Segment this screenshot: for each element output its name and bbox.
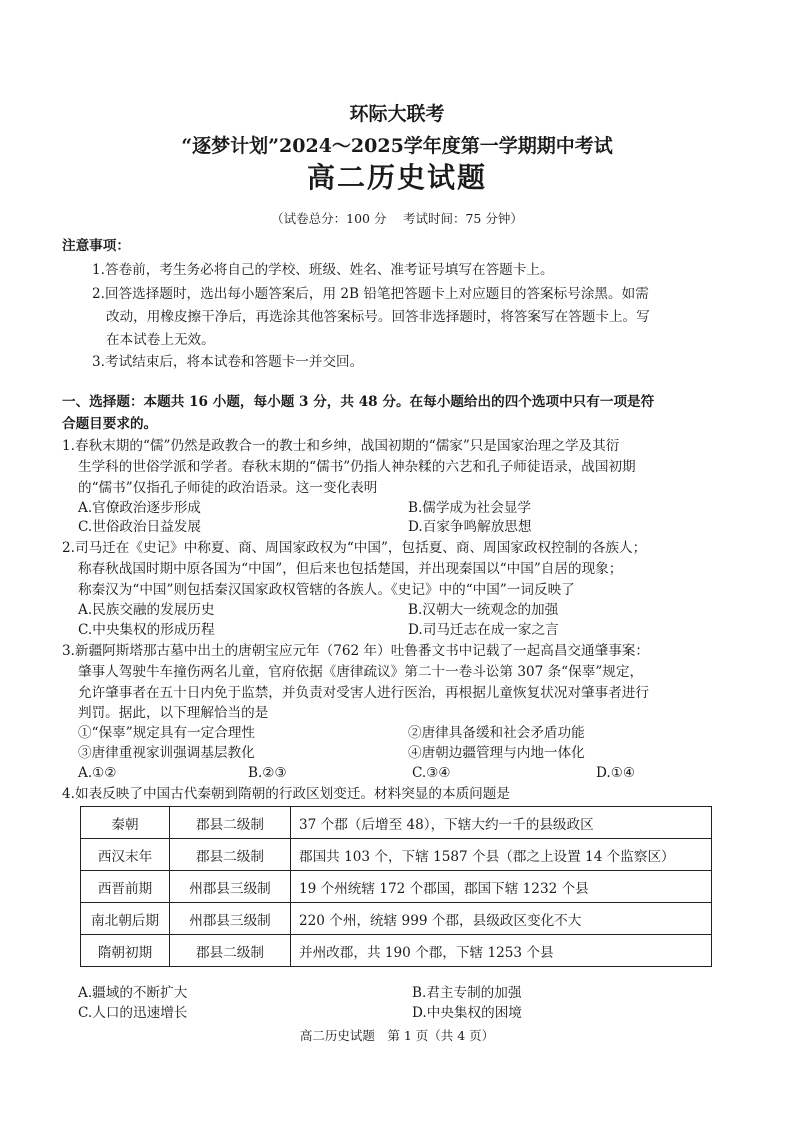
table-cell: 秦朝 (81, 807, 170, 839)
table-cell: 19 个州统辖 172 个郡国，郡国下辖 1232 个县 (291, 871, 712, 903)
table-row (81, 839, 712, 871)
table-cell: 郡县二级制 (170, 935, 291, 967)
question-stem: 2.司马迁在《史记》中称夏、商、周国家政权为“中国”，包括夏、商、周国家政权控制的各族人； (62, 540, 647, 556)
table-row (81, 903, 712, 935)
table-cell: 西晋前期 (81, 871, 170, 903)
page-footer: 高二历史试题 第 1 页（共 4 页） (299, 1028, 495, 1043)
note-line: 改动，用橡皮擦干净后，再选涂其他答案标号。回答非选择题时，将答案写在答题卡上。写 (106, 309, 650, 325)
option-a: A.官僚政治逐步形成 (78, 500, 201, 516)
option-a: A.民族交融的发展历史 (78, 602, 215, 618)
note-line: 2.回答选择题时，选出每小题答案后，用 2B 铅笔把答题卡上对应题目的答案标号涂黑。如需 (92, 286, 649, 302)
option-b: B.②③ (248, 765, 287, 781)
option-c: C.中央集权的形成历程 (78, 622, 215, 638)
question-stem: 生学科的世俗学派和学者。春秋末期的“儒书”仍指人神杂糅的六艺和孔子师徒语录，战国初期 (78, 459, 636, 475)
table-row (81, 935, 712, 967)
question-stem: 称春秋战国时期中原各国为“中国”，但后来也包括楚国，并出现秦国以“中国”自居的现象； (78, 561, 623, 577)
exam-info: （试卷总分：100 分 考试时间：75 分钟） (271, 211, 523, 226)
option-c: C.人口的迅速增长 (78, 1005, 188, 1021)
question-stem: 肇事人驾驶牛车撞伤两名儿童，官府依据《唐律疏议》第二十一卷斗讼第 307 条“保辜”规定， (78, 664, 644, 680)
option-b: B.儒学成为社会显学 (408, 500, 532, 516)
table-cell: 郡县二级制 (170, 807, 291, 839)
admin-division-table (80, 806, 712, 967)
question-stem: 3.新疆阿斯塔那古墓中出土的唐朝宝应元年（762 年）吐鲁番文书中记载了一起高昌交通肇事案： (62, 643, 649, 659)
option-d: D.①④ (596, 765, 636, 781)
statement: ②唐律具备缓和社会矛盾功能 (408, 725, 585, 741)
question-stem: 4.如表反映了中国古代秦朝到隋朝的行政区划变迁。材料突显的本质问题是 (62, 786, 510, 802)
question-stem: 判罚。据此，以下理解恰当的是 (78, 705, 269, 721)
statement: ④唐朝边疆管理与内地一体化 (408, 745, 585, 761)
statement: ③唐律重视家训强调基层教化 (78, 745, 255, 761)
table-cell: 郡县二级制 (170, 839, 291, 871)
organizer-title: 环际大联考 (349, 103, 445, 125)
table-cell: 郡国共 103 个，下辖 1587 个县（郡之上设置 14 个监察区） (291, 839, 712, 871)
table-row (81, 807, 712, 839)
option-a: A.疆域的不断扩大 (78, 985, 188, 1001)
question-stem: 称秦汉为“中国”则包括秦汉国家政权管辖的各族人。《史记》中的“中国”一词反映了 (78, 582, 575, 598)
statement: ①“保辜”规定具有一定合理性 (78, 725, 256, 741)
table-cell: 州郡县三级制 (170, 903, 291, 935)
option-b: B.君主专制的加强 (412, 985, 522, 1001)
option-c: C.世俗政治日益发展 (78, 519, 201, 535)
table-cell: 州郡县三级制 (170, 871, 291, 903)
question-stem: 允许肇事者在五十日内免于监禁，并负责对受害人进行医治，再根据儿童恢复状况对肇事者进行 (78, 685, 649, 701)
subject-title: 高二历史试题 (306, 161, 487, 194)
table-cell: 隋朝初期 (81, 935, 170, 967)
table-cell: 南北朝后期 (81, 903, 170, 935)
table-cell: 西汉末年 (81, 839, 170, 871)
option-c: C.③④ (412, 765, 451, 781)
question-stem: 1.春秋末期的“儒”仍然是政教合一的教士和乡绅，战国初期的“儒家”只是国家治理之学及其衍 (62, 438, 620, 454)
table-cell: 并州改郡，共 190 个郡，下辖 1253 个县 (291, 935, 712, 967)
section-line: 一、选择题：本题共 16 小题，每小题 3 分，共 48 分。在每小题给出的四个选项中只有一项是符 (62, 394, 655, 410)
option-d: D.司马迁志在成一家之言 (408, 622, 559, 638)
section-line: 合题目要求的。 (62, 416, 158, 432)
table-cell: 220 个州，统辖 999 个郡，县级政区变化不大 (291, 903, 712, 935)
option-d: D.中央集权的困境 (412, 1005, 522, 1021)
notes-title: 注意事项： (62, 238, 130, 254)
option-b: B.汉朝大一统观念的加强 (408, 602, 559, 618)
note-line: 3.考试结束后，将本试卷和答题卡一并交回。 (92, 354, 364, 370)
note-line: 在本试卷上无效。 (106, 332, 215, 348)
question-stem: 的“儒书”仅指孔子师徒的政治语录。这一变化表明 (78, 480, 378, 496)
exam-title: “逐梦计划”2024～2025学年度第一学期期中考试 (181, 135, 613, 157)
table-cell: 37 个郡（后增至 48），下辖大约一千的县级政区 (291, 807, 712, 839)
table-row (81, 871, 712, 903)
note-line: 1.答卷前，考生务必将自己的学校、班级、姓名、准考证号填写在答题卡上。 (92, 262, 554, 278)
option-d: D.百家争鸣解放思想 (408, 519, 532, 535)
option-a: A.①② (78, 765, 117, 781)
